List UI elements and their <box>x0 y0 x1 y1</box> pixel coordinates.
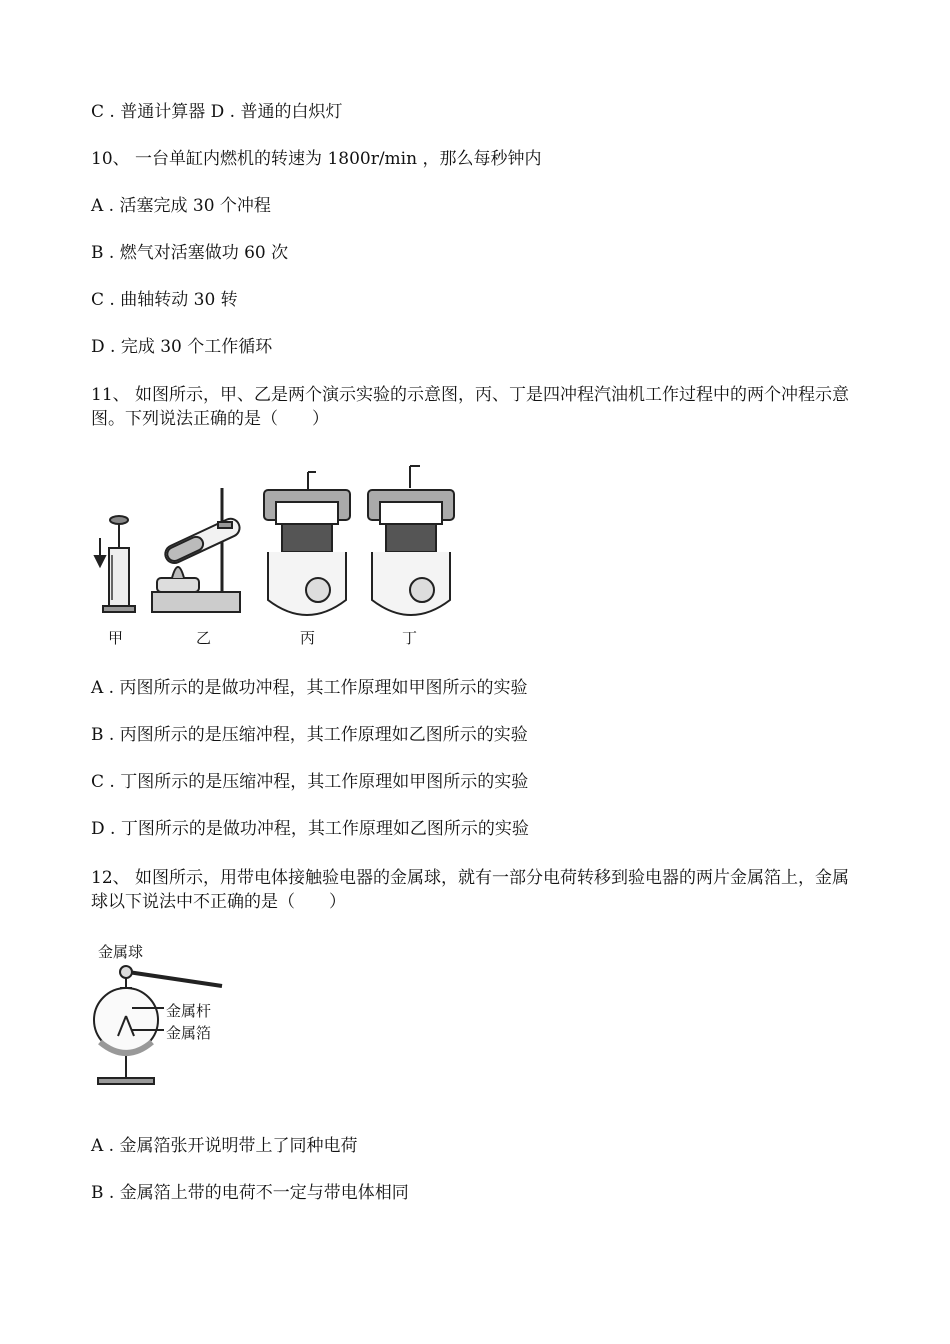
heated-test-tube-diagram <box>152 488 242 612</box>
label-metal-rod: 金属杆 <box>166 1002 212 1020</box>
q12-option-a: A . 金属箔张开说明带上了同种电荷 <box>91 1136 358 1156</box>
label-metal-foil: 金属箔 <box>166 1024 212 1042</box>
figure-label-jia: 甲 <box>108 629 124 647</box>
q10-option-d: D . 完成 30 个工作循环 <box>91 337 273 357</box>
q11-option-b: B . 丙图所示的是压缩冲程，其工作原理如乙图所示的实验 <box>91 725 528 745</box>
figure-label-bing: 丙 <box>300 629 316 647</box>
q10-stem: 10、 一台单缸内燃机的转速为 1800r/min ，那么每秒钟内 <box>91 149 542 169</box>
q11-figure <box>92 460 472 620</box>
q10-option-b: B . 燃气对活塞做功 60 次 <box>91 243 289 263</box>
q11-option-c: C . 丁图所示的是压缩冲程，其工作原理如甲图所示的实验 <box>91 772 529 792</box>
label-metal-ball: 金属球 <box>98 943 144 961</box>
q12-stem: 12、 如图所示，用带电体接触验电器的金属球，就有一部分电荷转移到验电器的两片金属箔上，金属球以下说法中不正确的是（ ） <box>91 868 850 912</box>
q10-option-c: C . 曲轴转动 30 转 <box>91 290 238 310</box>
figure-label-ding: 丁 <box>402 629 418 647</box>
engine-stroke-diagram-bing <box>264 472 350 615</box>
q11-option-a: A . 丙图所示的是做功冲程，其工作原理如甲图所示的实验 <box>91 678 528 698</box>
q11-stem: 11、 如图所示，甲、乙是两个演示实验的示意图，丙、丁是四冲程汽油机工作过程中的两个冲程示意图。下列说法正确的是（ ） <box>91 385 850 429</box>
q11-option-d: D . 丁图所示的是做功冲程，其工作原理如乙图所示的实验 <box>91 819 529 839</box>
compression-syringe-diagram <box>95 516 135 612</box>
q10-option-a: A . 活塞完成 30 个冲程 <box>91 196 271 216</box>
q12-option-b: B . 金属箔上带的电荷不一定与带电体相同 <box>91 1183 409 1203</box>
engine-stroke-diagram-ding <box>368 466 454 615</box>
q9-option-cd: C . 普通计算器 D . 普通的白炽灯 <box>91 102 343 122</box>
figure-label-yi: 乙 <box>196 629 212 647</box>
